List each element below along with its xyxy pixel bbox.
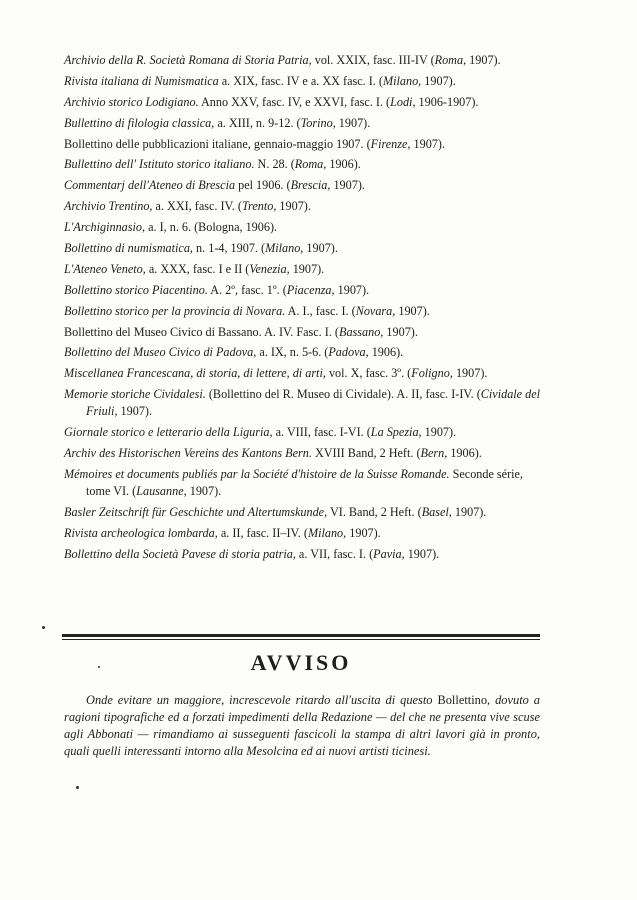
entry-italic-text: Bollettino del Museo Civico di Padova,: [64, 345, 257, 360]
entry-italic-text: Roma,: [434, 53, 467, 67]
entry-text: XVIII Band, 2 Heft. (: [311, 446, 421, 461]
periodical-entry: [64, 156, 541, 173]
entry-italic-text: Milano,: [382, 73, 422, 88]
entry-italic-text: Venezia,: [249, 261, 290, 276]
periodical-entry: [64, 73, 541, 90]
periodical-entry: [64, 52, 541, 69]
entry-text: a. VII, fasc. I. (: [295, 546, 374, 561]
entry-text: 1907).: [452, 366, 488, 381]
entry-text: a. XIII, n. 9-12. (: [214, 115, 301, 130]
periodical-entry: [64, 94, 541, 111]
periodical-entry: [64, 324, 541, 341]
entry-italic-text: Lodi,: [390, 94, 416, 109]
entry-text: 1906).: [447, 446, 482, 461]
entry-text: 1907).: [421, 73, 456, 88]
periodical-entry: [64, 424, 541, 441]
entry-italic-text: Archivio storico Lodigiano.: [64, 94, 199, 109]
entry-italic-text: Lausanne,: [136, 483, 187, 498]
periodical-entry: [64, 344, 541, 361]
entry-italic-text: Brescia,: [290, 178, 331, 193]
ink-speck: [42, 626, 45, 629]
entry-text: 1907).: [334, 282, 370, 297]
entry-text: A. 2º, fasc. 1º. (: [207, 282, 287, 297]
entry-italic-text: Memorie storiche Cividalesi.: [64, 387, 206, 402]
avviso-heading: AVVISO: [250, 650, 352, 675]
ink-speck: [98, 666, 100, 668]
periodical-entry: [64, 136, 541, 153]
periodical-entry: [64, 240, 541, 257]
entry-italic-text: Rivista italiana di Numismatica: [64, 73, 219, 88]
entry-italic-text: Rivista archeologica lombarda,: [64, 525, 218, 540]
periodical-entry: [64, 303, 541, 320]
entry-italic-text: Commentarj dell'Ateneo di Brescia: [64, 178, 236, 193]
periodical-entry: [64, 466, 541, 500]
entry-text: 1907).: [383, 324, 418, 339]
periodical-entry: [64, 365, 541, 382]
periodical-entry: [64, 504, 541, 521]
entry-text: pel 1906. (: [235, 178, 291, 193]
entry-text: 1907).: [276, 199, 311, 214]
entry-text: 1907).: [330, 178, 365, 193]
periodical-entry: [64, 177, 541, 194]
entry-text: 1907).: [186, 483, 222, 498]
entry-text: 1907).: [404, 546, 440, 561]
entry-italic-text: Miscellanea Francescana, di storia, di lettere, di arti,: [64, 366, 326, 381]
section-divider: [62, 634, 540, 640]
entry-text: Bollettino delle pubblicazioni italiane, gennaio-maggio 1907. (: [64, 136, 371, 151]
entry-italic-text: Bollettino di numismatica,: [64, 241, 193, 256]
entry-italic-text: Cividale del Friuli,: [86, 387, 541, 419]
entry-text: a. XIX, fasc. IV e a. XX fasc. I. (: [218, 73, 383, 88]
entry-text: 1906).: [368, 345, 404, 360]
entry-italic-text: Bern,: [420, 446, 448, 461]
avviso-text-b: Bollettino,: [437, 693, 491, 707]
avviso-text-c: dovuto a ragioni tipografiche ed a forzati impedimenti della Redazione — del che ne presenta vive scuse agli Abbonati — rimandiamo ai susseguenti fascicoli la stampa di altri lavori già in pronto, quali quelli interessanti intorno alla Mesolcina ed ai nuovi artisti ticinesi.: [64, 693, 540, 758]
entry-text: 1907).: [303, 241, 338, 256]
entry-italic-text: Firenze,: [370, 136, 411, 151]
entry-text: vol. XXIX, fasc. III-IV (: [311, 53, 435, 67]
entry-text: a. VIII, fasc. I-VI. (: [272, 425, 371, 440]
entry-text: n. 1-4, 1907. (: [192, 241, 266, 256]
entry-italic-text: Novara,: [355, 303, 396, 318]
entry-italic-text: Padova,: [328, 345, 369, 360]
entry-text: N. 28. (: [254, 157, 295, 172]
periodical-entry: [64, 261, 541, 278]
entry-text: 1907).: [466, 53, 501, 67]
entry-italic-text: Bullettino dell' Istituto storico italiano.: [64, 157, 255, 172]
entry-italic-text: Milano,: [265, 241, 304, 256]
entry-italic-text: Roma,: [294, 157, 327, 172]
entry-text: VI. Band, 2 Heft. (: [327, 504, 422, 519]
entry-italic-text: Piacenza,: [286, 282, 335, 297]
entry-text: a. IX, n. 5-6. (: [256, 345, 329, 360]
entry-text: 1906).: [326, 157, 361, 172]
entry-italic-text: Bullettino di filologia classica,: [64, 115, 215, 130]
entry-italic-text: Basel,: [421, 504, 452, 519]
entry-text: Bollettino del Museo Civico di Bassano. A. IV. Fasc. I. (: [64, 324, 339, 339]
entry-italic-text: Bollettino della Società Pavese di storia patria,: [64, 546, 296, 561]
entry-italic-text: L'Ateneo Veneto,: [64, 261, 146, 276]
entry-text: 1907).: [395, 303, 430, 318]
periodical-entry: [64, 219, 541, 236]
entry-text: 1907).: [117, 404, 153, 419]
entry-italic-text: Bassano,: [339, 324, 384, 339]
periodical-entry: [64, 445, 541, 462]
periodical-entry: [64, 282, 541, 299]
entry-text: 1907).: [335, 115, 371, 130]
entry-italic-text: Pavia,: [373, 546, 405, 561]
entry-text: Anno XXV, fasc. IV, e XXVI, fasc. I. (: [198, 94, 391, 109]
divider-thin: [62, 639, 540, 640]
entry-text: Seconde série, tome VI. (: [86, 466, 523, 498]
periodical-entry: [64, 115, 541, 132]
periodical-entry: [64, 546, 541, 563]
entry-text: 1907).: [346, 525, 381, 540]
entry-italic-text: Giornale storico e letterario della Liguria,: [64, 425, 273, 440]
entry-text: a. II, fasc. II–IV. (: [217, 525, 308, 540]
entry-italic-text: L'Archiginnasio,: [64, 220, 146, 235]
entry-italic-text: Foligno,: [411, 366, 453, 381]
entry-text: vol. X, fasc. 3º. (: [325, 366, 412, 381]
entry-text: 1907).: [289, 261, 325, 276]
periodical-entry: [64, 386, 541, 420]
entry-text: a. XXX, fasc. I e II (: [145, 261, 250, 276]
entry-text: 1906-1907).: [415, 94, 479, 109]
entry-italic-text: La Spezia,: [370, 425, 422, 440]
entry-text: 1907).: [421, 425, 457, 440]
entry-italic-text: Bollettino storico Piacentino.: [64, 282, 208, 297]
ink-speck: [76, 786, 79, 789]
entry-text: 1907).: [410, 136, 445, 151]
entry-italic-text: Milano,: [307, 525, 347, 540]
entry-italic-text: Bollettino storico per la provincia di Novara.: [64, 303, 286, 318]
periodicals-list: [64, 52, 541, 563]
entry-italic-text: Basler Zeitschrift für Geschichte und Altertumskunde,: [64, 504, 328, 519]
entry-italic-text: Trento,: [241, 199, 277, 214]
entry-italic-text: Torino,: [300, 115, 336, 130]
entry-text: a. XXI, fasc. IV. (: [152, 199, 242, 214]
entry-italic-text: Archivio della R. Società Romana di Storia Patria,: [64, 53, 312, 67]
periodical-entry: [64, 525, 541, 542]
entry-text: (Bollettino del R. Museo di Cividale). A. II, fasc. I-IV. (: [205, 387, 481, 402]
divider-thick: [62, 634, 540, 637]
entry-italic-text: Mémoires et documents publiés par la Société d'histoire de la Suisse Romande.: [64, 466, 450, 481]
entry-text: 1907).: [451, 504, 487, 519]
entry-italic-text: Archivio Trentino,: [64, 199, 153, 214]
periodical-entry: [64, 198, 541, 215]
avviso-paragraph: [64, 692, 540, 760]
entry-text: a. I, n. 6. (Bologna, 1906).: [145, 220, 278, 235]
avviso-text-a: Onde evitare un maggiore, increscevole ritardo all'uscita di questo: [86, 693, 438, 707]
entry-text: A. I., fasc. I. (: [285, 303, 356, 318]
entry-italic-text: Archiv des Historischen Vereins des Kantons Bern.: [64, 446, 312, 461]
